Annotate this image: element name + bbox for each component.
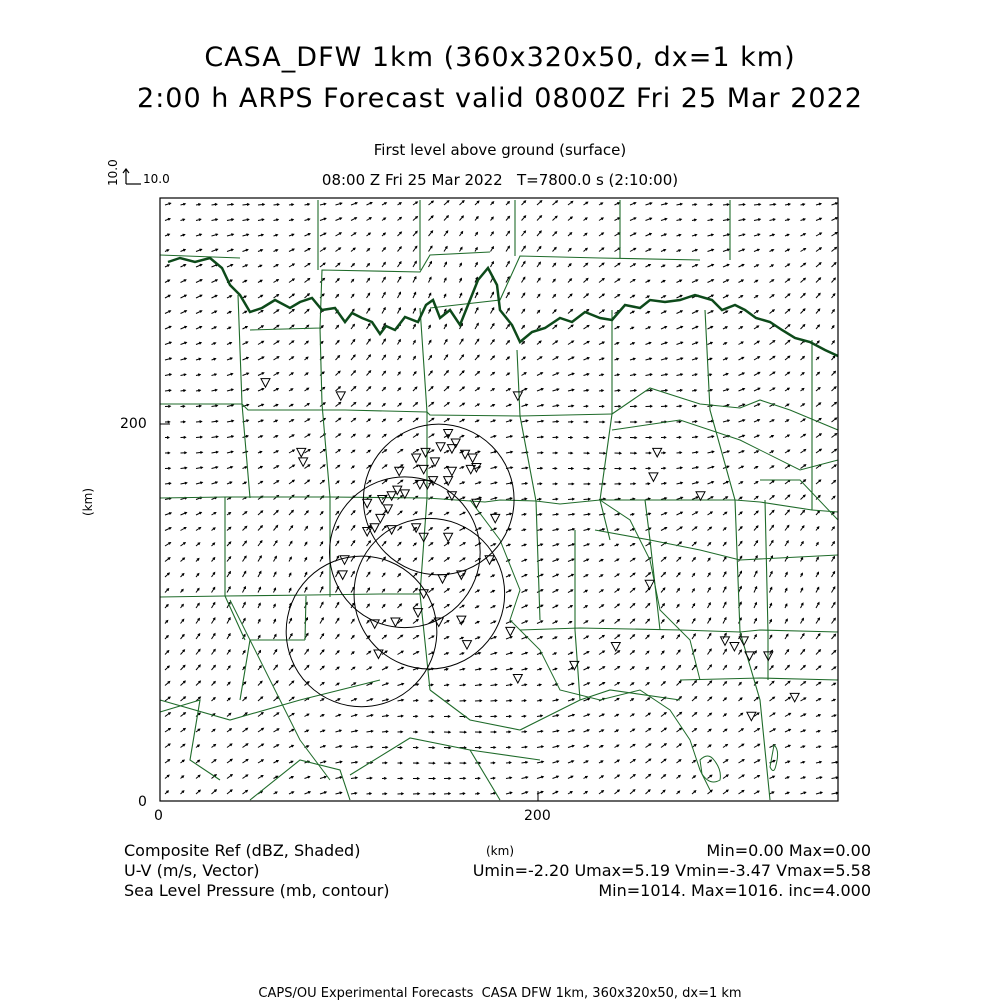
station-marker: [513, 392, 522, 401]
station-marker: [506, 627, 515, 636]
y-axis-label: (km): [82, 488, 94, 516]
station-marker: [696, 492, 705, 501]
axis-ticks: [160, 424, 538, 801]
station-marker: [395, 467, 404, 476]
station-marker: [721, 637, 730, 646]
x-axis-label: (km): [486, 845, 514, 857]
station-marker: [436, 443, 445, 452]
station-marker: [430, 458, 439, 467]
station-marker: [376, 514, 385, 523]
station-marker: [468, 454, 477, 463]
station-marker: [336, 392, 345, 401]
radar-range-ring: [330, 477, 481, 628]
station-marker: [491, 514, 500, 523]
station-marker: [412, 454, 421, 463]
slp-label: Sea Level Pressure (mb, contour): [124, 883, 390, 899]
reference-vector-label-vertical: 10.0: [107, 159, 119, 186]
chart-title-line2: 2:00 h ARPS Forecast valid 0800Z Fri 25 Mar 2022: [0, 85, 1000, 112]
x-tick-label-0: 0: [154, 809, 163, 823]
observation-stations: [261, 379, 799, 721]
station-marker: [611, 642, 620, 651]
station-marker: [261, 379, 270, 388]
station-marker: [730, 642, 739, 651]
level-subtitle: First level above ground (surface): [0, 143, 1000, 158]
station-marker: [444, 533, 453, 542]
footer-credit: CAPS/OU Experimental Forecasts CASA DFW 1km, 360x320x50, dx=1 km: [0, 987, 1000, 1000]
station-marker: [462, 641, 471, 650]
county-boundaries: [160, 200, 838, 800]
station-marker: [299, 458, 308, 467]
station-marker: [338, 571, 347, 580]
composite-ref-stats: Min=0.00 Max=0.00: [706, 843, 871, 859]
time-subtitle: 08:00 Z Fri 25 Mar 2022 T=7800.0 s (2:10:00): [0, 173, 1000, 188]
slp-stats: Min=1014. Max=1016. inc=4.000: [598, 883, 871, 899]
station-marker: [374, 650, 383, 659]
station-marker: [653, 448, 662, 457]
station-marker: [387, 492, 396, 501]
wind-vector-field: [165, 201, 838, 795]
reference-vector-label-horizontal: 10.0: [143, 173, 170, 185]
y-tick-label-0: 0: [138, 795, 147, 809]
x-tick-label-200: 200: [524, 809, 551, 823]
composite-ref-label: Composite Ref (dBZ, Shaded): [124, 843, 360, 859]
y-tick-label-200: 200: [120, 417, 147, 431]
station-marker: [457, 616, 466, 625]
station-marker: [513, 675, 522, 684]
station-marker: [447, 467, 456, 476]
uv-label: U-V (m/s, Vector): [124, 863, 260, 879]
station-marker: [649, 473, 658, 482]
chart-title-line1: CASA_DFW 1km (360x320x50, dx=1 km): [0, 44, 1000, 71]
red-river: [168, 258, 838, 356]
station-marker: [790, 693, 799, 702]
uv-stats: Umin=-2.20 Umax=5.19 Vmin=-3.47 Vmax=5.58: [473, 863, 871, 879]
reference-vector: [123, 169, 141, 184]
